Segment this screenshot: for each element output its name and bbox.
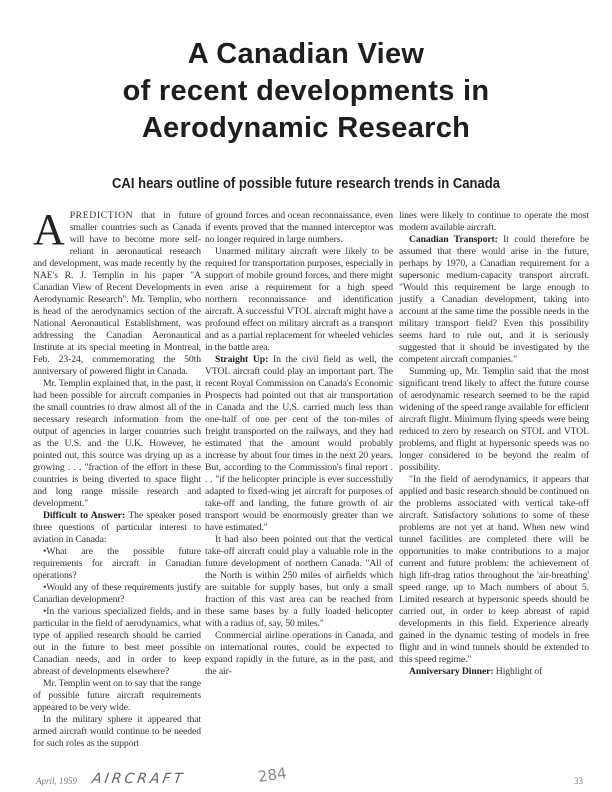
paragraph [399, 666, 589, 678]
subhead: Straight Up: [215, 354, 269, 365]
handwritten-number: 284 [256, 764, 288, 786]
paragraph [205, 354, 393, 534]
article-title [0, 36, 612, 147]
bullet-item: •Would any of these requirements justify Canadian development? [33, 582, 201, 605]
paragraph: of ground forces and ocean reconnaissance, even if events proved that the manned interceptor was no longer required in large numbers. [205, 210, 393, 245]
paragraph: lines were likely to continue to operate the most modern available aircraft. [399, 210, 589, 233]
issue-date: April, 1959 [36, 776, 78, 786]
paragraph: It had also been pointed out that the vertical take-off aircraft could play a valuable role in the future development of northern Canada. "All of the North is within 250 miles of airfields which are suitable for supply bases, but only a small fraction of this vast area can be reached from these same bases by a fully loaded helicopter with a radius of, say, 50 miles." [205, 534, 393, 629]
paragraph-text: The speaker posed three questions of particular interest to aviation in Canada: [33, 510, 201, 545]
paragraph [33, 510, 201, 546]
handwritten-magazine-name: AIRCRAFT [90, 771, 187, 787]
paragraph: Mr. Templin explained that, in the past, it had been possible for aircraft companies in the small countries to draw almost all of the necessary research information from the output of agencies in larger countries such as the U.S. and the U.K. However, he pointed out, this source was drying up as a growing . . . "fraction of the effort in these countries is being diverted to space flight and long range missile research and development." [33, 378, 201, 509]
article-subtitle: CAI hears outline of possible future research trends in Canada [112, 176, 500, 192]
paragraph: In the military sphere it appeared that armed aircraft would continue to be needed for such roles as the support [33, 714, 201, 749]
title-line-1: A Canadian View [187, 38, 425, 70]
title-line-3: Aerodynamic Research [141, 112, 471, 144]
paragraph-text: Highlight of [493, 666, 543, 677]
paragraph: Summing up, Mr. Templin said that the most significant trend likely to affect the future course of aerodynamic research seemed to be the rapid widening of the speed range available for efficient aircraft flight. Minimum flying speeds were being reduced to zero by research on STOL and VTOL problems, and flight at hypersonic speeds was no longer considered to be beyond the realm of possibility. [399, 366, 589, 473]
paragraph: "In the field of aerodynamics, it appears that applied and basic research should be continued on the problems associated with vertical take-off aircraft. Satisfactory solutions to some of these problems are not yet at hand. When new wind tunnel facilities are completed there will be opportunities to make contributions to a major current and future problem: the achievement of high lift-drag ratios throughout the 'air-breathing' speed range, up to Mach numbers of about 5. Limited research at hypersonic speeds should be carried out, in order to keep abreast of rapid developments in this field. Experience already gained in the dynamic testing of models in free flight and in wind tunnels should be extended to this speed regime." [399, 474, 589, 665]
title-line-2: of recent developments in [122, 75, 490, 107]
subhead: Canadian Transport: [409, 234, 498, 245]
paragraph-text: In the civil field as well, the VTOL aircraft could play an important part. The recent Royal Commission on Canada's Economic Prospects had pointed out that air transportation in Canada and the U.S. carried much less than one-half of one per cent of the ton-miles of freight transported on the railways, and they had estimated that the amount would probably increase by about four times in the next 20 years. But, according to the Commission's final report . . . "if the helicopter principle is ever successfully adapted to fixed-wing jet aircraft for purposes of take-off and landing, the future growth of air transport would be enormously greater than we have estimated." [205, 354, 393, 533]
subhead: Difficult to Answer: [43, 510, 126, 521]
paragraph: Commercial airline operations in Canada, and on international routes, could be expected to expand rapidly in the future, as in the past, and the air- [205, 630, 393, 677]
paragraph [399, 234, 589, 366]
bullet-item: •In the various specialized fields, and in particular in the field of aerodynamics, what type of applied research should be carried out in the future to best meet possible Canadian needs, and in order to keep abreast of developments elsewhere? [33, 606, 201, 677]
paragraph: Unarmed military aircraft were likely to be required for transportation purposes, especially in support of mobile ground forces, and there might even arise a requirement for a high speed northern reconnaissance and identification aircraft. A successful VTOL aircraft might have a profound effect on military aircraft as a transport and as a partial replacement for wheeled vehicles in the battle area. [205, 246, 393, 353]
drop-cap: A [33, 205, 65, 254]
paragraph: Mr. Templin went on to say that the range of possible future aircraft requirements appeared to be very wide. [33, 678, 201, 713]
subhead: Anniversary Dinner: [409, 666, 494, 677]
paragraph-text: that in future smaller countries such as Canada will have to become more self-reliant in aeronautical research and development, was made recently by the NAE's R. J. Templin in his paper "A Canadian View of Recent Developments in Aerodynamic Research". Mr. Templin, who is head of the aerodynamics section of the National Aeronautical Establishment, was addressing the Canadian Aeronautical Institute at its special meeting in Montreal, Feb. 23-24, commemorating the 50th anniversary of powered flight in Canada. [33, 210, 201, 377]
paragraph [33, 205, 201, 378]
bullet-item: •What are the possible future requirements for aircraft in Canadian operations? [33, 546, 201, 581]
page-number: 33 [574, 776, 583, 786]
column-2 [205, 210, 393, 678]
paragraph-text: It could therefore be assumed that there would arise in the future, perhaps by 1970, a Canadian requirement for a supersonic medium-capacity transport aircraft. "Would this requirement be large enough to justify a Canadian development, taking into account at the same time the possible needs in the military transport field? Even this possibility seems hard to rule out, and it is seriously suggested that it should be investigated by the competent aircraft companies." [399, 234, 589, 365]
lead-in: PREDICTION [69, 210, 134, 221]
column-1 [33, 205, 201, 750]
column-3 [399, 210, 589, 678]
